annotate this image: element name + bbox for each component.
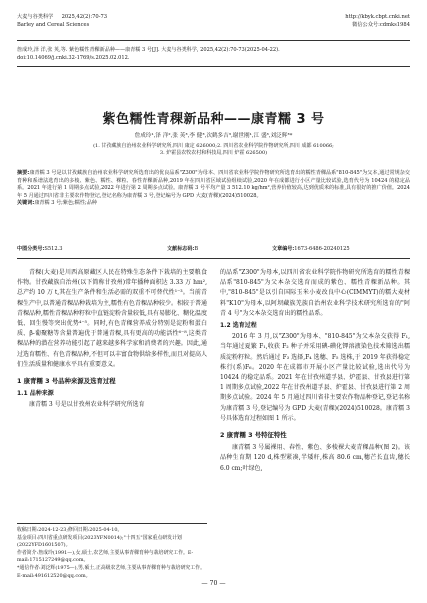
abstract-paragraph: [17, 170, 410, 200]
footnote-corresponding: *通信作者:刘泛辉(1975—),男,硕士,正高级农艺师,主要从事青稞育种与栽培研究工作。E-mail:491612520@qq.com。: [17, 564, 205, 579]
abstract-label: 摘要:: [17, 170, 30, 176]
doc-code: [167, 245, 198, 252]
subsection-heading: 1.2 选育过程: [220, 322, 257, 330]
article-number-value: 1673-6486-20240125: [294, 246, 350, 252]
article-authors: 詹成玲¹,泽 洋²,张 英³,李 健³,次鹤多吉³,谢世刚¹,江 盛³,刘泛辉³*: [134, 133, 293, 139]
article-number: [272, 245, 350, 252]
footnote-author: 作者简介:詹成玲(1991—),女,硕士,农艺师,主要从事青稞育种与栽培研究工作。E-mail:1715127249@qq.com。: [17, 549, 194, 564]
meta-rule: [17, 258, 410, 259]
footnotes: [17, 523, 207, 580]
section-heading: 2 康青糯 3 号特征特性: [220, 431, 287, 440]
affiliation-line: 3. 炉霍县农牧农村和科技局,四川 炉霍 626500): [159, 150, 268, 157]
body-paragraph: 的品系"Z300"为母本,以四川省农业科学院作物研究所选育的糯性青稞品系"810-845"为父本杂交选育而成的紫色、糯性青稞新品种。其中,"810-845"是以引自国际玉米小麦改良中心(CIMMYT)的糯大麦材料"K10"为母本,以阿坝藏族羌族自治州农业科学技术研究所选育的"阿青 4 号"为父本杂交选育出的糯性品系。: [220, 269, 410, 317]
page-number: — 70 —: [201, 580, 226, 587]
journal-url[interactable]: http://kbyk.cbpt.cnki.net: [345, 14, 410, 20]
body-paragraph: 康青糯 3 号属裸用、春性、紫色、多棱裸大麦青稞品种(图 2)。该品种生育期 120 d,株型紧凑,半矮秆,株高 80.6 cm,穗芒长直齿,穗长 6.0 cm;叶绿色,: [220, 444, 410, 472]
journal-issue: [17, 13, 107, 21]
header-rule: [17, 40, 410, 41]
clc-value: S512.3: [44, 246, 63, 252]
subsection-heading: 1.1 品种来源: [17, 390, 54, 398]
journal-name-cn: 大麦与谷类科学: [17, 14, 54, 20]
abstract-text: 康青糯 3 号是以甘孜藏族自治州农业科学研究所选育出的优良品系"Z300"为母本、四川省农业科学院作物研究所选育出的糯性青稞品系"810-845"为父本,通过常规杂交育种和系谱法选育出的多棱、紫色、糯性、裸粒、春性青稞新品种,2019 年在四川省区域试验组续试验,2020 年在成都进行小区产量比较试验,选育代号为 10424 的稳定品系。2021 年进行第 1 周期多点试验,2022 年进行第 2 周期多点试验。康青糯 3 号平均产量 3 512.10 kg/hm²,营养价值较高,达到优质米的标准,具有很好的推广价值。2024 年 5 月通过四川省非主要农作物登记,登记名称为康青糯 3 号,登记编号为 GPD 大麦(青稞)(2024)510028。: [17, 170, 410, 199]
body-column-right: [220, 268, 410, 474]
header-right: [345, 13, 410, 29]
citation-line: 詹成玲,泽 洋,张 英,等. 紫色糯性青稞新品种——康青糯 3 号[J]. 大麦与谷类科学, 2025,42(2):70-73(2025-04-22).: [17, 47, 280, 53]
section-heading: 1 康青糯 3 号品种来源及选育过程: [17, 377, 116, 386]
article-title: 紫色糯性青稞新品种——康青糯 3 号: [102, 112, 325, 127]
doc-code-label: 文献标志码:: [167, 246, 195, 252]
doc-code-value: B: [194, 246, 199, 252]
citation-rule: [17, 66, 410, 67]
running-header: [17, 13, 410, 39]
keywords-line: [17, 200, 410, 208]
citation-block: [17, 46, 410, 63]
keywords-text: 康青糯 3 号;紫色;糯性;品种: [34, 200, 97, 206]
footnote-received: 收稿日期:2024-12-23;修回日期:2025-04-10。: [17, 527, 123, 533]
issue-info: 2025,42(2):70-73: [61, 14, 108, 20]
citation-doi: doi:10.14069/j.cnki.32-1769/s.2025.02.012.: [17, 55, 130, 62]
keywords-label: 关键词:: [17, 200, 35, 206]
clc-code: [17, 245, 62, 252]
author-affiliations: [40, 143, 387, 158]
article-number-label: 文章编号:: [272, 246, 295, 252]
body-paragraph: 青稞(大麦)是川西高原藏区人民在特殊生态条件下栽培的主要粮食作物。甘孜藏族自治州(以下简称甘孜州)常年播种面积达 3.33 万 hm²,总产约 10 万 t,其在生产条件和生活必需的双重不可替代性¹⁻³。当前青稞生产中,以普通青稞品种栽培为主,糯性有色青稞品种较少。相较于普通青稞品种,糯性青稞品种籽粒中直链淀粉含量较低,具有易膨化、糊化温度低、回生慢等突出优势⁴⁻⁵。同时,有色青稞营养成分特别是淀粉和蛋白质、β-葡聚糖等含量普遍优于普通青稞,具有更高的功能活性⁶⁻⁸,这类青稞品种的潜在营养功能引起了越来越多科学家和消费者的兴趣。因此,通过选育糯性、有色青稞品种,不但可以丰富食物供给多样性,而且对提高人们生活质量和健康水平具有重要意义。: [17, 269, 207, 368]
footnote-fund: 基金项目:四川省重点研发项目(2023YFN0014);"十四五"国家重点研发计划(2022YFD1601507)。: [17, 534, 182, 549]
body-paragraph: 康青糯 3 号是以甘孜州农业科学研究所选育: [29, 401, 145, 409]
affiliation-line: (1. 甘孜藏族自治州农业科学研究所,四川 康定 626000;2. 四川省农业科学院作物研究所,四川 成都 610066;: [93, 143, 334, 149]
body-column-left: [17, 268, 207, 411]
journal-name-en: Barley and Cereal Sciences: [17, 22, 90, 29]
clc-label: 中图分类号:: [17, 246, 45, 252]
body-paragraph: 2016 年 3 月,以"Z300"为母本、"810-845"为父本杂交获得 F₁,当年通过夏繁 F₁,收获 F₂ 种子并采用碘-碘化钾溶液染色技术筛选出糯质淀粉籽粒。然后通过 F₃ 选择,F₄ 选穗、F₅ 选株,于 2019 年获得稳定株行(系)F₆。2020 年在成都市开展小区产量比较试验,选出代号为 10424 的稳定品系。2021 年在甘孜州道孚县、炉霍县、甘孜县进行第 1 周期多点试验,2022 年在甘孜州道孚县、炉霍县、甘孜县进行第 2 周期多点试验。2024 年 5 月通过四川省非主要农作物品种登记,登记名称为康青糯 3 号,登记编号为 GPD 大麦(青稞)(2024)510028。康青糯 3 号具体选育过程如图 1 所示。: [220, 333, 410, 422]
header-left: [17, 13, 107, 29]
abstract-block: [17, 170, 410, 208]
journal-wechat: 微信公众号:cdmks1984: [352, 22, 410, 29]
